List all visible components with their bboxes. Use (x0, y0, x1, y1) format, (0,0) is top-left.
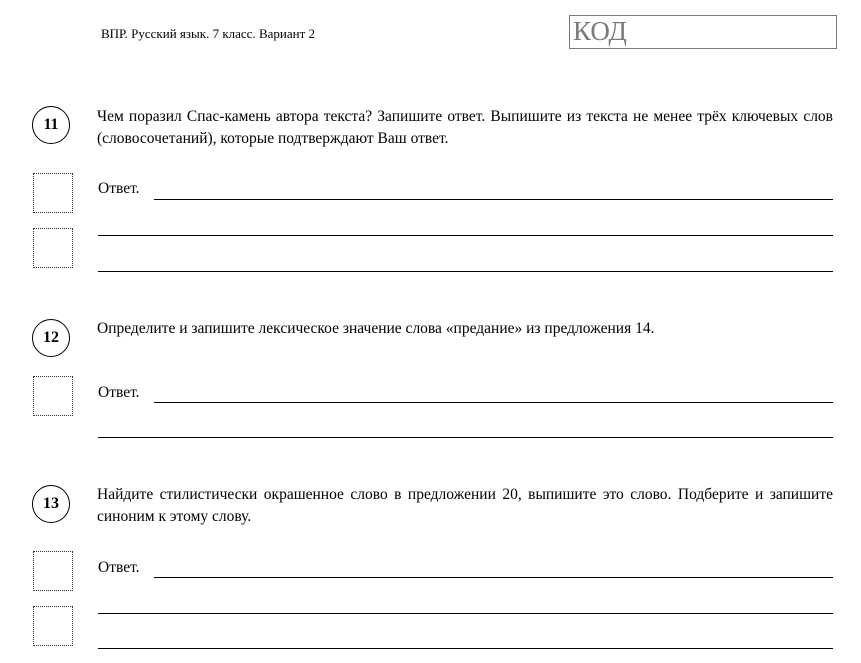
question-13-score-box-1[interactable] (33, 551, 73, 591)
question-12-answer-line-2[interactable] (98, 437, 833, 438)
code-field[interactable]: КОД (569, 15, 837, 49)
question-13-answer-line-1[interactable] (154, 577, 833, 578)
question-11-answer-label: Ответ. (98, 180, 140, 197)
question-13-text: Найдите стилистически окрашенное слово в предложении 20, выпишите это слово. Подберите и запишите синоним к этому слову. (97, 486, 833, 525)
page-header-title: ВПР. Русский язык. 7 класс. Вариант 2 (101, 26, 315, 41)
question-11-answer-line-3[interactable] (98, 271, 833, 272)
question-13-score-box-2[interactable] (33, 606, 73, 646)
question-12-answer-label: Ответ. (98, 384, 140, 401)
question-11-number: 11 (32, 106, 70, 144)
question-11-text: Чем поразил Спас-камень автора текста? Запишите ответ. Выпишите из текста не менее трёх ключевых слов (словосочетаний), которые подтверждают Ваш ответ. (97, 108, 833, 147)
question-12-score-box[interactable] (33, 376, 73, 416)
question-11-answer-line-2[interactable] (98, 235, 833, 236)
question-12-answer-line-1[interactable] (154, 402, 833, 403)
question-11-score-box-1[interactable] (33, 173, 73, 213)
question-11-score-box-2[interactable] (33, 228, 73, 268)
question-13-number: 13 (32, 485, 70, 523)
question-12-number: 12 (32, 319, 70, 357)
question-13-answer-line-3[interactable] (98, 648, 833, 649)
question-13-answer-line-2[interactable] (98, 613, 833, 614)
question-13-answer-label: Ответ. (98, 559, 140, 576)
question-11-answer-line-1[interactable] (154, 199, 833, 200)
question-12-text: Определите и запишите лексическое значение слова «предание» из предложения 14. (97, 320, 655, 337)
